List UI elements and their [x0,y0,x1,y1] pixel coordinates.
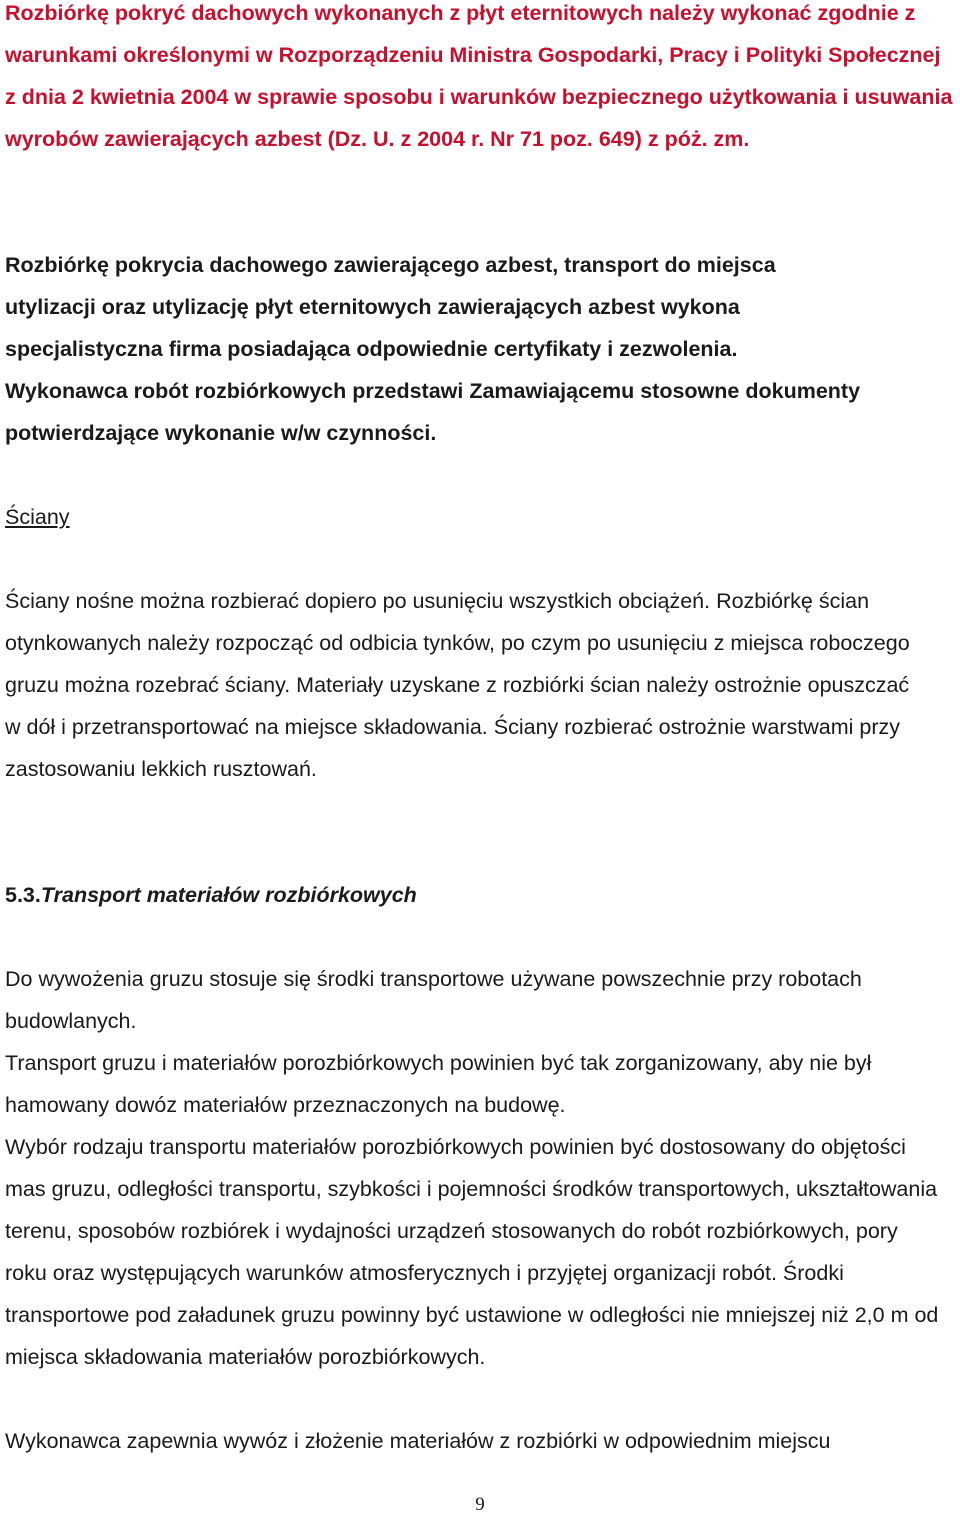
transport-vehicles-paragraph: Do wywożenia gruzu stosuje się środki transportowe używane powszechnie przy robotach budowlanych. [5,967,862,1033]
asbestos-regulation-paragraph: Rozbiórkę pokryć dachowych wykonanych z płyt eternitowych należy wykonać zgodnie z warunkami określonymi w Rozporządzeniu Ministra Gospodarki, Pracy i Polityki Społecznej z dnia 2 kwietnia 2004 w sprawie sposobu i warunków bezpiecznego użytkowania i usuwania wyrobów zawierających azbest (Dz. U. z 2004 r. Nr 71 poz. 649) z póż. zm. [5,1,953,151]
transport-selection-paragraph: Wybór rodzaju transportu materiałów porozbiórkowych powinien być dostosowany do objętości mas gruzu, odległości transportu, szybkości i pojemności środków transportowych, ukształtowania terenu, sposobów rozbiórek i wydajności urządzeń stosowanych do robót rozbiórkowych, pory roku oraz występujących warunków atmosferycznych i przyjętej organizacji robót. Środki transportowe pod załadunek gruzu powinny być ustawione w odległości nie mniejszej niż 2,0 m od miejsca składowania materiałów porozbiórkowych. [5,1135,939,1369]
contractor-disposal-paragraph: Wykonawca zapewnia wywóz i złożenie materiałów z rozbiórki w odpowiednim miejscu [5,1429,831,1453]
page-number: 9 [475,1494,485,1515]
walls-heading: Ściany [5,505,70,529]
transport-organization-paragraph: Transport gruzu i materiałów porozbiórkowych powinien być tak zorganizowany, aby nie był hamowany dowóz materiałów przeznaczonych na budowę. [5,1051,872,1117]
asbestos-removal-paragraph: Rozbiórkę pokrycia dachowego zawierającego azbest, transport do miejsca utylizacji oraz utylizację płyt eternitowych zawierających azbest wykona specjalistyczna firma posiadająca odpowiednie certyfikaty i zezwolenia. Wykonawca robót rozbiórkowych przedstawi Zamawiającemu stosowne dokumenty potwierdzające wykonanie w/w czynności. [5,253,861,445]
transport-heading-title: Transport materiałów rozbiórkowych [40,883,417,907]
transport-heading [5,874,417,916]
transport-heading-number: 5.3. [5,883,41,907]
walls-paragraph: Ściany nośne można rozbierać dopiero po usunięciu wszystkich obciążeń. Rozbiórkę ścian otynkowanych należy rozpocząć od odbicia tynków, po czym po usunięciu z miejsca roboczego gruzu można rozebrać ściany. Materiały uzyskane z rozbiórki ścian należy ostrożnie opuszczać w dół i przetransportować na miejsce składowania. Ściany rozbierać ostrożnie warstwami przy zastosowaniu lekkich rusztowań. [5,589,910,781]
